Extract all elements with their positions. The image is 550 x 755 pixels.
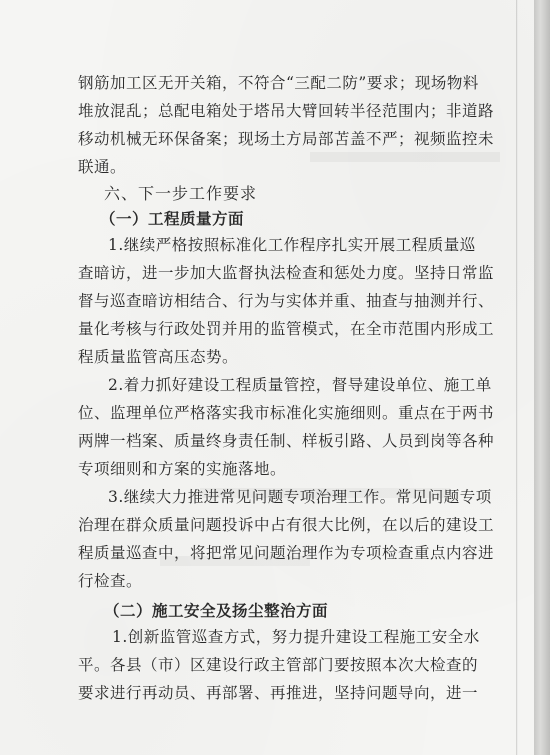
paragraph-line: 联通。 — [78, 158, 127, 176]
paragraph-line: 2.着力抓好建设工程质量管控，督导建设单位、施工单 — [108, 376, 492, 394]
paragraph-line: 量化考核与行政处罚并用的监管模式，在全市范围内形成工 — [78, 320, 495, 338]
paragraph-line: 程质量监管高压态势。 — [78, 348, 239, 366]
paragraph-line: 平。各县（市）区建设行政主管部门要按照本次大检查的 — [78, 656, 479, 674]
paragraph-line: 专项细则和方案的实施落地。 — [78, 460, 287, 478]
paragraph-line: 程质量巡查中，将把常见问题治理作为专项检查重点内容进 — [78, 544, 495, 562]
subsection-heading: （一）工程质量方面 — [100, 209, 245, 228]
bleed-through-mark — [310, 152, 500, 162]
subsection-heading: （二）施工安全及扬尘整治方面 — [104, 601, 329, 620]
paragraph-line: 堆放混乱；总配电箱处于塔吊大臂回转半径范围内；非道路 — [78, 102, 495, 120]
paragraph-line: 移动机械无环保备案；现场土方局部苫盖不严；视频监控未 — [78, 130, 495, 148]
paragraph-line: 位、监理单位严格落实我市标准化实施细则。重点在于两书 — [78, 404, 495, 422]
paragraph-line: 治理在群众质量问题投诉中占有很大比例，在以后的建设工 — [78, 516, 495, 534]
paragraph-line: 1.创新监管巡查方式，努力提升建设工程施工安全水 — [112, 628, 480, 646]
paragraph-line: 两牌一档案、质量终身责任制、样板引路、人员到岗等各种 — [78, 432, 495, 450]
paragraph-line: 要求进行再动员、再部署、再推进，坚持问题导向，进一 — [78, 684, 479, 702]
paragraph-line: 3.继续大力推进常见问题专项治理工作。常见问题专项 — [108, 488, 492, 506]
section-heading: 六、下一步工作要求 — [104, 184, 258, 203]
paragraph-line: 行检查。 — [78, 572, 143, 590]
paragraph-line: 督与巡查暗访相结合、行为与实体并重、抽查与抽测并行、 — [78, 292, 495, 310]
paragraph-line: 查暗访，进一步加大监督执法检查和惩处力度。坚持日常监 — [78, 264, 495, 282]
paragraph-line: 1.继续严格按照标准化工作程序扎实开展工程质量巡 — [108, 236, 476, 254]
scanner-edge — [534, 0, 550, 755]
paragraph-line: 钢筋加工区无开关箱，不符合“三配二防”要求；现场物料 — [78, 74, 479, 92]
